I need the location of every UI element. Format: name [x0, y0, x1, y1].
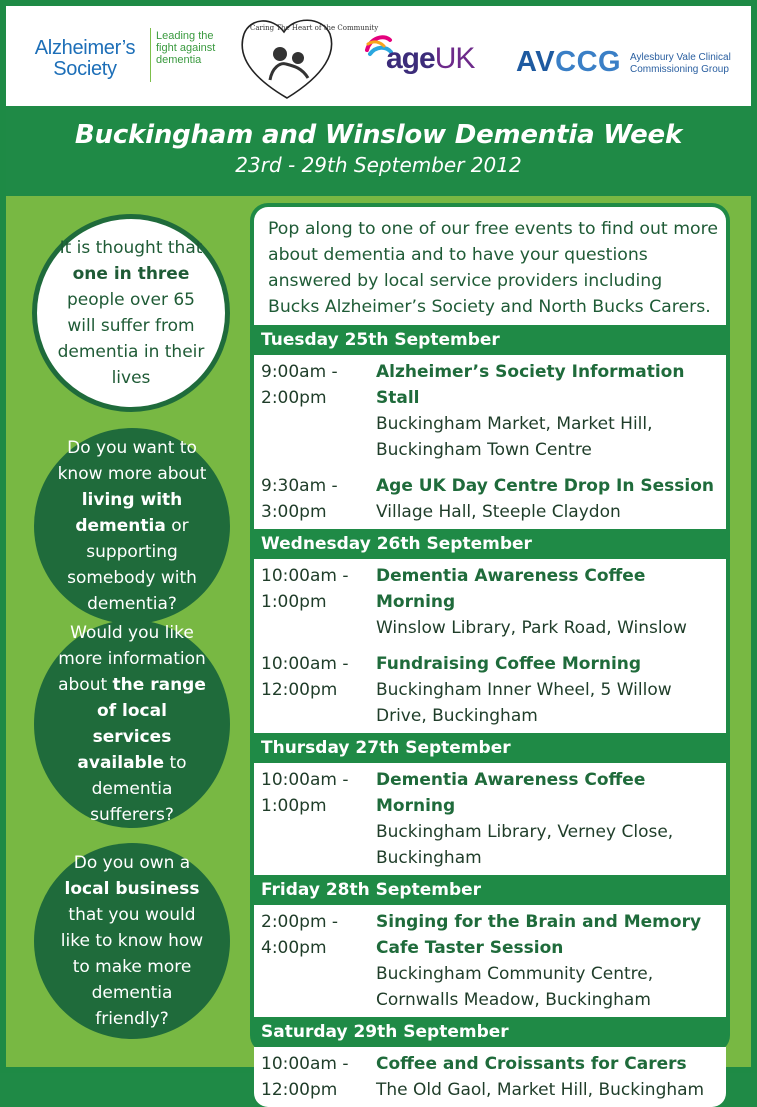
event-time: [261, 1051, 376, 1103]
event-details: [376, 473, 726, 525]
event-time-end: 4:00pm: [261, 938, 327, 958]
event-time-start: 10:00am -: [261, 770, 349, 790]
event-time: [261, 563, 376, 641]
event-details: [376, 563, 726, 641]
circle-text-after: or supporting somebody with dementia?: [67, 516, 197, 614]
circle-text-bold: living with dementia: [75, 490, 183, 536]
alzheimers-logo-tagline: Leading the fight against dementia: [156, 30, 216, 66]
event-title: Singing for the Brain and Memory Cafe Taster Session: [376, 912, 702, 958]
event-row: [261, 1051, 726, 1103]
day-events-friday: [254, 905, 726, 1017]
circle-text-after: to dementia sufferers?: [90, 753, 187, 825]
day-header-friday: Friday 28th September: [261, 880, 482, 900]
alzheimers-logo-name: [26, 38, 144, 80]
alzheimers-name-line1: Alzheimer’s: [34, 37, 136, 59]
age-uk-word-age: age: [386, 42, 435, 75]
question-circle-local-business: [34, 843, 230, 1039]
event-title: Dementia Awareness Coffee Morning: [376, 566, 646, 612]
event-time-start: 10:00am -: [261, 566, 349, 586]
alzheimers-logo-divider: [150, 28, 151, 82]
poster-title: Buckingham and Winslow Dementia Week: [74, 120, 683, 150]
question-circle-local-services: [34, 620, 230, 828]
event-title: Fundraising Coffee Morning: [376, 654, 642, 674]
poster-dates: 23rd - 29th September 2012: [235, 153, 522, 177]
day-header-thursday: Thursday 27th September: [261, 738, 511, 758]
event-time-start: 9:00am -: [261, 362, 338, 382]
event-details: [376, 1051, 726, 1103]
event-time-end: 1:00pm: [261, 592, 327, 612]
circle-text-bold: the range of local services available: [77, 675, 206, 773]
day-events-tuesday: [254, 355, 726, 529]
circle-text-before: Do you want to know more about: [57, 438, 207, 484]
event-row: [261, 651, 726, 729]
event-row: [261, 563, 726, 641]
event-row: [261, 909, 726, 1013]
circle-text-before: It is thought that: [59, 238, 203, 258]
event-time: [261, 909, 376, 1013]
event-location: Winslow Library, Park Road, Winslow: [376, 618, 687, 638]
circle-text-after: that you would like to know how to make more dementia friendly?: [60, 905, 204, 1029]
day-events-thursday: [254, 763, 726, 875]
day-events-wednesday: [254, 559, 726, 733]
fact-circle-text: [56, 235, 206, 391]
alzheimers-name-line2: Society: [53, 58, 117, 80]
event-time-start: 10:00am -: [261, 1054, 349, 1074]
intro-text: Pop along to one of our free events to find out more about dementia and to have your questions answered by local service providers including Bucks Alzheimer’s Society and North Bucks Carers.: [254, 207, 726, 325]
age-uk-word-uk: UK: [434, 42, 475, 75]
avccg-ccg: CCG: [555, 46, 622, 78]
event-time-start: 2:00pm -: [261, 912, 339, 932]
event-details: [376, 651, 726, 729]
age-uk-wordmark: [386, 42, 474, 76]
event-title: Coffee and Croissants for Carers: [376, 1054, 687, 1074]
fact-circle-one-in-three: [32, 214, 230, 412]
event-details: [376, 359, 726, 463]
circle-text-bold: local business: [64, 879, 200, 899]
event-time-end: 12:00pm: [261, 680, 338, 700]
event-location: Buckingham Inner Wheel, 5 Willow Drive, Buckingham: [376, 680, 672, 726]
event-location: Buckingham Community Centre, Cornwalls Meadow, Buckingham: [376, 964, 654, 1010]
event-title: Age UK Day Centre Drop In Session: [376, 476, 715, 496]
event-time: [261, 767, 376, 871]
day-header-tuesday: Tuesday 25th September: [261, 330, 500, 350]
event-row: [261, 767, 726, 871]
event-row: [261, 473, 726, 525]
question-circle-text: [57, 435, 207, 617]
event-time-start: 9:30am -: [261, 476, 338, 496]
event-details: [376, 767, 726, 871]
day-header-wednesday: Wednesday 26th September: [261, 534, 532, 554]
avccg-subtitle: Aylesbury Vale Clinical Commissioning Group: [630, 52, 731, 75]
svg-text:Caring The Heart of the Commun: Caring The Heart of the Community: [250, 24, 379, 32]
event-time-end: 1:00pm: [261, 796, 327, 816]
events-panel: [250, 203, 730, 1100]
event-location: Buckingham Market, Market Hill, Buckingham Town Centre: [376, 414, 653, 460]
event-time: [261, 473, 376, 525]
day-header-saturday: Saturday 29th September: [261, 1022, 509, 1042]
event-location: Buckingham Library, Verney Close, Buckingham: [376, 822, 674, 868]
event-row: [261, 359, 726, 463]
circle-text-bold: one in three: [72, 264, 190, 284]
circle-text-before: Do you own a: [73, 853, 191, 873]
day-events-saturday: [254, 1047, 726, 1107]
logo-strip: [6, 6, 751, 106]
question-circle-text: [57, 620, 207, 828]
circle-text-after: people over 65 will suffer from dementia in their lives: [57, 290, 205, 388]
circle-text-before: Would you like more information about: [58, 623, 206, 695]
question-circle-text: [57, 850, 207, 1032]
event-location: The Old Gaol, Market Hill, Buckingham: [376, 1080, 705, 1100]
event-time-end: 12:00pm: [261, 1080, 338, 1100]
avccg-logo: [516, 46, 731, 79]
avccg-av: AV: [516, 46, 556, 78]
event-location: Village Hall, Steeple Claydon: [376, 502, 621, 522]
caring-heart-logo: [236, 12, 379, 104]
event-details: [376, 909, 726, 1013]
avccg-wordmark: [516, 46, 621, 78]
age-uk-logo: [364, 32, 494, 92]
event-time-end: 2:00pm: [261, 388, 327, 408]
title-band: [6, 106, 751, 196]
caring-heart-icon: [236, 12, 379, 104]
event-title: Dementia Awareness Coffee Morning: [376, 770, 646, 816]
event-time: [261, 651, 376, 729]
question-circle-living-with-dementia: [34, 428, 230, 624]
event-title: Alzheimer’s Society Information Stall: [376, 362, 685, 408]
event-time-start: 10:00am -: [261, 654, 349, 674]
event-time: [261, 359, 376, 463]
alzheimers-society-logo: [26, 30, 216, 80]
event-time-end: 3:00pm: [261, 502, 327, 522]
